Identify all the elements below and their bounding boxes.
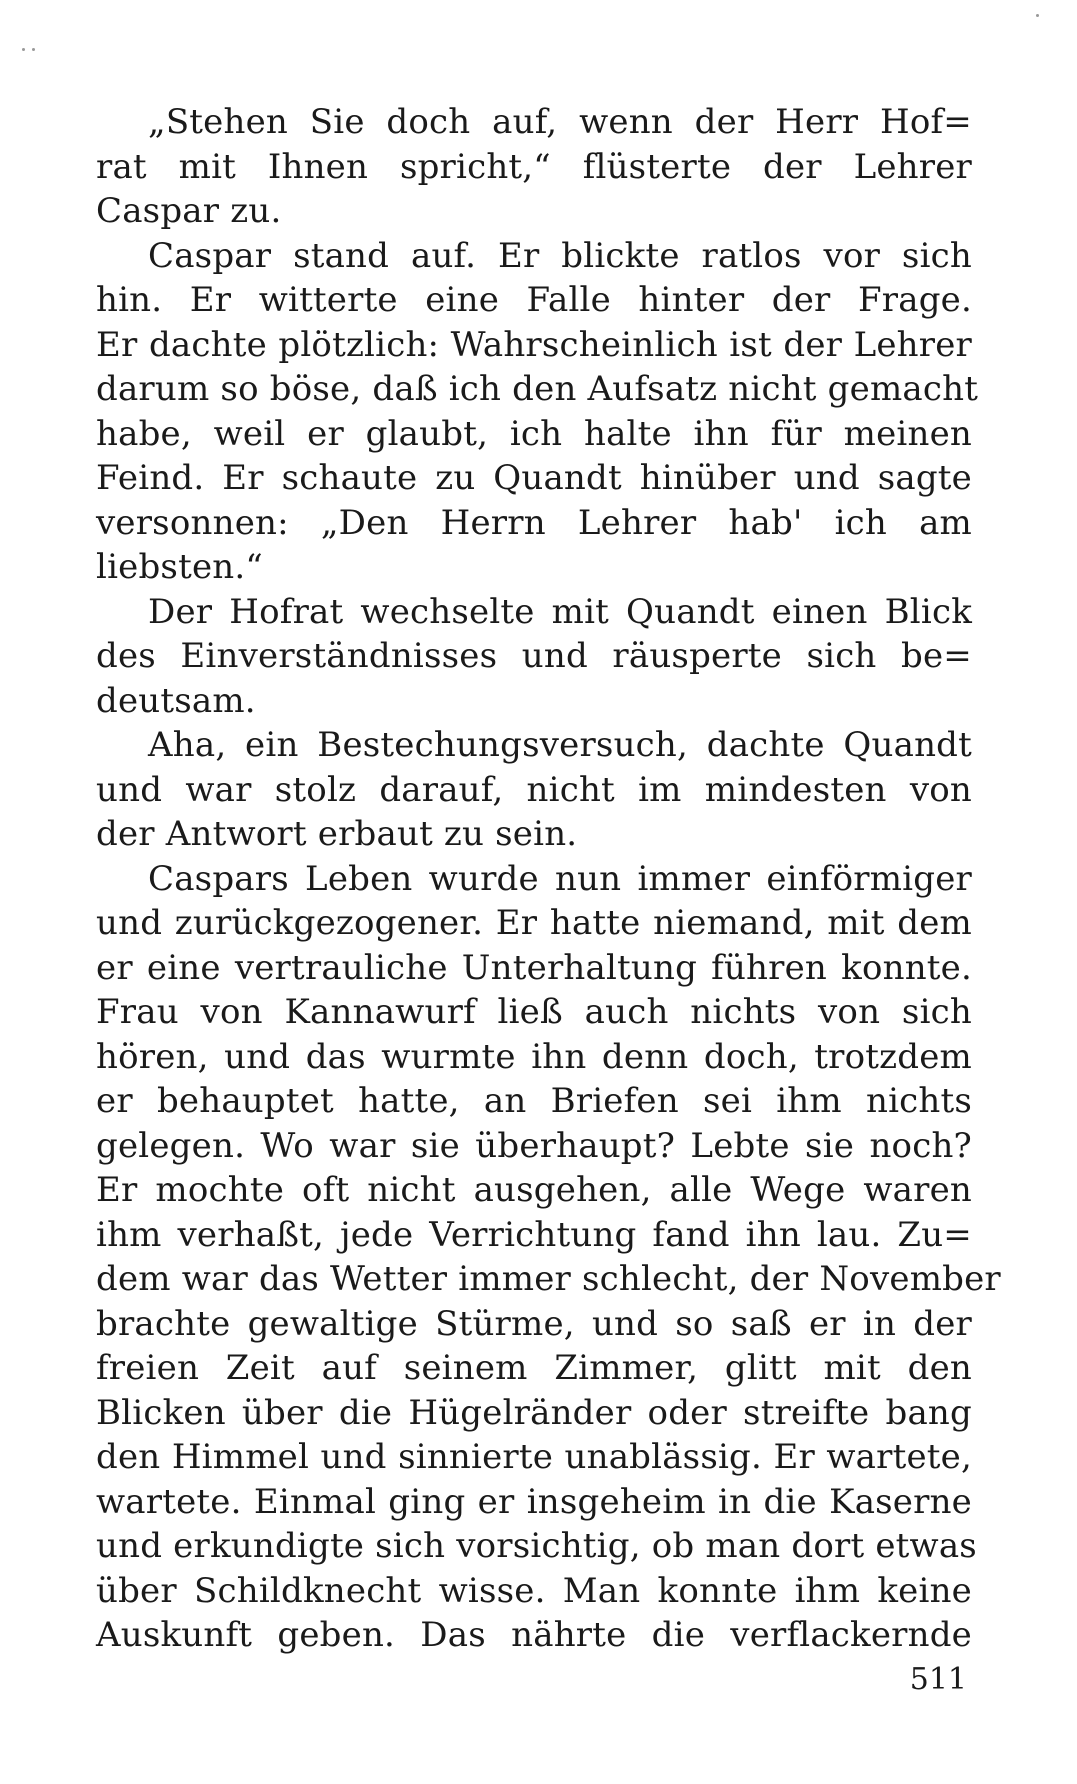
scan-speck bbox=[1036, 14, 1039, 17]
text-line: Der Hofrat wechselte mit Quandt einen Blick bbox=[148, 591, 972, 632]
text-line: darum so böse, daß ich den Aufsatz nicht gemacht bbox=[96, 369, 979, 409]
text-line: wartete. Einmal ging er insgeheim in die Kaserne bbox=[96, 1481, 972, 1522]
text-line: den Himmel und sinnierte unablässig. Er wartete, bbox=[96, 1437, 972, 1477]
text-line: gelegen. Wo war sie überhaupt? Lebte sie noch? bbox=[96, 1125, 972, 1166]
text-line: er behauptet hatte, an Briefen sei ihm nichts bbox=[96, 1081, 972, 1121]
text-line: brachte gewaltige Stürme, und so saß er in der bbox=[96, 1303, 972, 1344]
text-line: deutsam. bbox=[96, 680, 256, 721]
text-line: über Schildknecht wisse. Man konnte ihm keine bbox=[96, 1570, 972, 1611]
text-line: Blicken über die Hügelränder oder streifte bang bbox=[96, 1392, 972, 1433]
text-line: hin. Er witterte eine Falle hinter der Frage. bbox=[96, 280, 972, 320]
text-line: Auskunft geben. Das nährte die verflackernde bbox=[96, 1615, 972, 1655]
text-line: Caspars Leben wurde nun immer einförmiger bbox=[148, 858, 972, 899]
text-line: hören, und das wurmte ihn denn doch, trotzdem bbox=[96, 1036, 972, 1077]
text-line: „Stehen Sie doch auf, wenn der Herr Hof= bbox=[148, 102, 972, 142]
text-line: Aha, ein Bestechungsversuch, dachte Quandt bbox=[148, 725, 972, 765]
page-number: 511 bbox=[909, 1662, 967, 1697]
text-line: des Einverständnisses und räusperte sich be= bbox=[96, 636, 972, 676]
text-line: ihm verhaßt, jede Verrichtung fand ihn lau. Zu= bbox=[96, 1214, 972, 1255]
text-line: dem war das Wetter immer schlecht, der November bbox=[96, 1259, 1001, 1299]
scan-speck bbox=[32, 48, 35, 51]
text-line: liebsten.“ bbox=[96, 547, 263, 587]
text-line: Feind. Er schaute zu Quandt hinüber und sagte bbox=[96, 458, 972, 498]
text-line: Er dachte plötzlich: Wahrscheinlich ist der Lehrer bbox=[96, 324, 972, 365]
text-line: versonnen: „Den Herrn Lehrer hab' ich am bbox=[96, 502, 972, 543]
text-line: Er mochte oft nicht ausgehen, alle Wege waren bbox=[96, 1170, 972, 1210]
scan-speck bbox=[22, 48, 25, 51]
text-line: freien Zeit auf seinem Zimmer, glitt mit den bbox=[96, 1348, 972, 1388]
text-line: Frau von Kannawurf ließ auch nichts von sich bbox=[96, 992, 972, 1032]
text-line: und zurückgezogener. Er hatte niemand, mit dem bbox=[96, 903, 972, 943]
text-line: und erkundigte sich vorsichtig, ob man dort etwas bbox=[96, 1526, 977, 1566]
text-line: Caspar stand auf. Er blickte ratlos vor sich bbox=[148, 235, 972, 276]
text-line: er eine vertrauliche Unterhaltung führen konnte. bbox=[96, 947, 972, 988]
text-line: rat mit Ihnen spricht,“ flüsterte der Lehrer bbox=[96, 146, 972, 187]
text-line: der Antwort erbaut zu sein. bbox=[96, 814, 578, 854]
text-line: habe, weil er glaubt, ich halte ihn für meinen bbox=[96, 413, 972, 454]
body-text bbox=[96, 100, 1001, 1658]
text-line: und war stolz darauf, nicht im mindesten von bbox=[96, 769, 972, 810]
text-line: Caspar zu. bbox=[96, 191, 282, 231]
